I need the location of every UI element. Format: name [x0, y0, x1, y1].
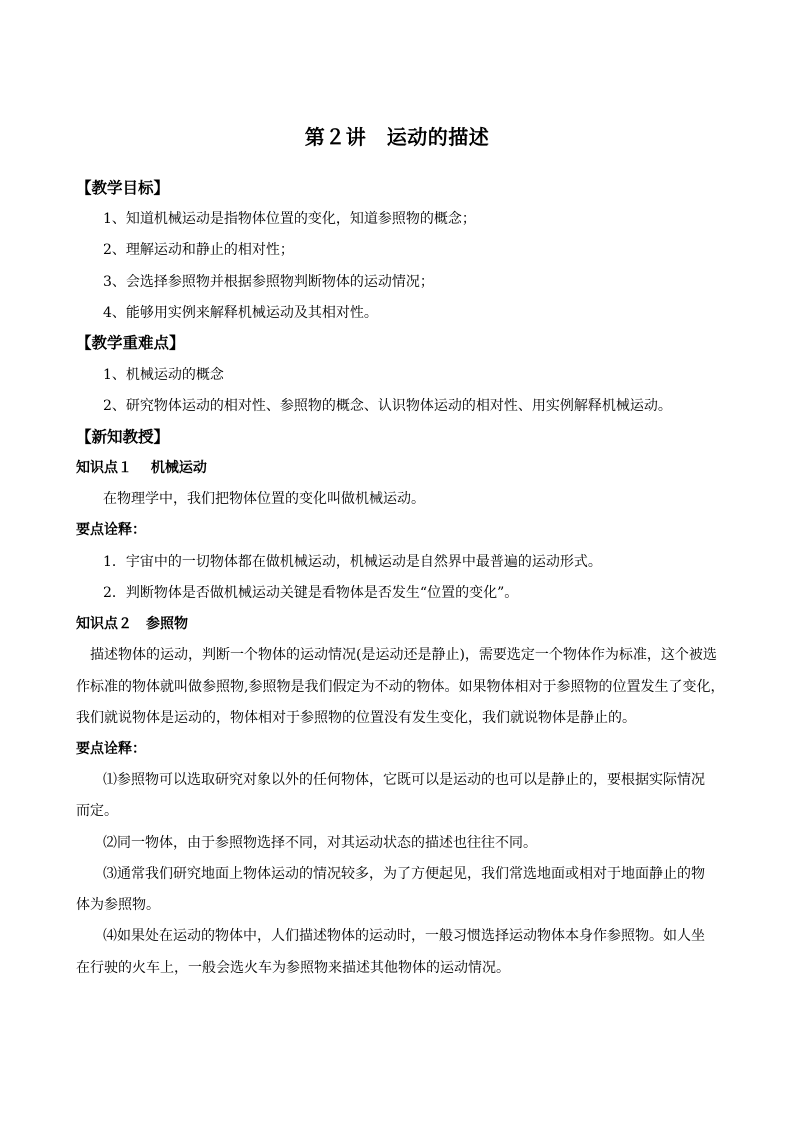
objective-item: 2、理解运动和静止的相对性；: [103, 242, 294, 258]
objective-item: 1、知道机械运动是指物体位置的变化，知道参照物的概念；: [103, 211, 476, 227]
knowledge-point-2-title: 知识点２ 参照物: [76, 616, 188, 632]
note-item: ⑵同一物体，由于参照物选择不同，对其运动状态的描述也往往不同。: [103, 835, 537, 851]
knowledge-point-1-text: 在物理学中，我们把物体位置的变化叫做机械运动。: [103, 491, 425, 507]
knowledge-point-2-text-line: 我们就说物体是运动的，物体相对于参照物的位置没有发生变化，我们就说物体是静止的。: [76, 710, 636, 726]
objective-item: 4、能够用实例来解释机械运动及其相对性。: [103, 305, 378, 321]
note-item: 2．判断物体是否做机械运动关键是看物体是否发生“位置的变化”。: [103, 585, 519, 601]
knowledge-point-2-text-line: 作标准的物体就叫做参照物,参照物是我们假定为不动的物体。如果物体相对于参照物的位置发生了变化，: [76, 679, 725, 695]
page-title: 第２讲 运动的描述: [304, 125, 490, 149]
knowledge-point-1-title: 知识点１ 机械运动: [76, 460, 207, 476]
note-item: ⑴参照物可以选取研究对象以外的任何物体，它既可以是运动的也可以是静止的，要根据实际情况: [103, 772, 705, 788]
key-point-item: 1、机械运动的概念: [103, 367, 224, 383]
key-points-heading: 【教学重难点】: [76, 333, 185, 352]
key-point-item: 2、研究物体运动的相对性、参照物的概念、认识物体运动的相对性、用实例解释机械运动。: [103, 398, 672, 414]
notes-heading: 要点诠释：: [76, 522, 146, 538]
objective-item: 3、会选择参照物并根据参照物判断物体的运动情况；: [103, 274, 434, 290]
note-item: ⑶通常我们研究地面上物体运动的情况较多，为了方便起见，我们常选地面或相对于地面静止的物: [103, 866, 705, 882]
notes-heading: 要点诠释：: [76, 741, 146, 757]
note-item-continued: 在行驶的火车上，一般会选火车为参照物来描述其他物体的运动情况。: [76, 960, 510, 976]
note-item-continued: 而定。: [76, 803, 118, 819]
note-item: ⑷如果处在运动的物体中，人们描述物体的运动时，一般习惯选择运动物体本身作参照物。如人坐: [103, 928, 705, 944]
objectives-heading: 【教学目标】: [76, 178, 170, 197]
note-item: 1．宇宙中的一切物体都在做机械运动，机械运动是自然界中最普遍的运动形式。: [103, 554, 602, 570]
knowledge-point-2-text-line: 描述物体的运动，判断一个物体的运动情况(是运动还是静止)，需要选定一个物体作为标准，这个被选: [90, 647, 717, 663]
new-knowledge-heading: 【新知教授】: [76, 427, 170, 446]
note-item-continued: 体为参照物。: [76, 897, 160, 913]
